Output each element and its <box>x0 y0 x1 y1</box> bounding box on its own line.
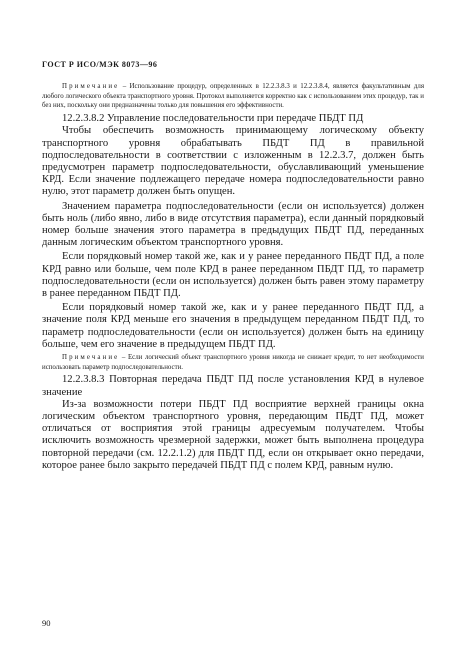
paragraph-1: Чтобы обеспечить возможность принимающему логическому объекту транспортного уровня обрабатывать ПБДТ ПД в правильной подпоследовательности в соответствии с изложенным в 12.2.3.7, должен быть предусмотрен параметр подпоследовательности, обуславливающий уменьшение КРД. Если значение подлежащего передаче номера подпоследовательности равно нулю, этот параметр должен быть опущен. <box>42 125 424 198</box>
section-heading-12-2-3-8-3: 12.2.3.8.3 Повторная передача ПБДТ ПД после установления КРД в нулевое значение <box>42 374 424 398</box>
note-2 <box>42 353 424 372</box>
section-heading-12-2-3-8-2: 12.2.3.8.2 Управление последовательности при передаче ПБДТ ПД <box>62 113 364 125</box>
running-header: ГОСТ Р ИСО/МЭК 8073—96 <box>42 60 158 69</box>
paragraph-3: Если порядковый номер такой же, как и у ранее переданного ПБДТ ПД, а поле КРД равно или больше, чем поле КРД в ранее переданном ПБДТ ПД, то параметр подпоследовательности (если он используется) должен быть равен этому параметру в ранее переданном ПБДТ ПД. <box>42 251 424 299</box>
paragraph-5: Из-за возможности потери ПБДТ ПД восприятие верхней границы окна логическим объектом транспортного уровня, передающим ПБДТ ПД, может отличаться от восприятия этой границы адресуемым получателем. Чтобы исключить возможность чрезмерной задержки, может быть выполнена процедура повторной передачи (см. 12.2.1.2) для ПБДТ ПД, если он открывает окно передачи, которое ранее было закрыто передачей ПБДТ ПД с полем КРД, равным нулю. <box>42 398 424 471</box>
page-number: 90 <box>42 618 51 628</box>
note-1 <box>42 82 424 111</box>
paragraph-2: Значением параметра подпоследовательности (если он используется) должен быть ноль (либо явно, либо в виде отсутствия параметра), если данный порядковый номер больше значения этого параметра в предыдущих ПБДТ ПД, переданных данным логическим объектом транспортного уровня. <box>42 200 424 249</box>
note-2-text: – Если логический объект транспортного уровня никогда не снижает кредит, то нет необходимости использовать параметр подпоследовательности. <box>42 353 424 371</box>
page-body <box>42 82 424 472</box>
paragraph-4: Если порядковый номер такой же, как и у ранее переданного ПБДТ ПД, а значение поля КРД меньше его значения в предыдущем переданном ПБДТ ПД, то параметр подпоследовательности (если он используется) должен быть на единицу больше, чем его значение в предыдущем ПБДТ ПД. <box>42 302 424 350</box>
note-1-text: – Использование процедур, определенных в 12.2.3.8.3 и 12.2.3.8.4, является факультативным для любого логического объекта транспортного уровня. Протокол выполняется корректно как с использованием этих процедур, так и без них, поскольку они предназначены только для повышения его эффективности. <box>42 83 424 110</box>
note-1-lead: Примечание <box>62 83 120 90</box>
note-2-lead: Примечание <box>62 353 120 361</box>
